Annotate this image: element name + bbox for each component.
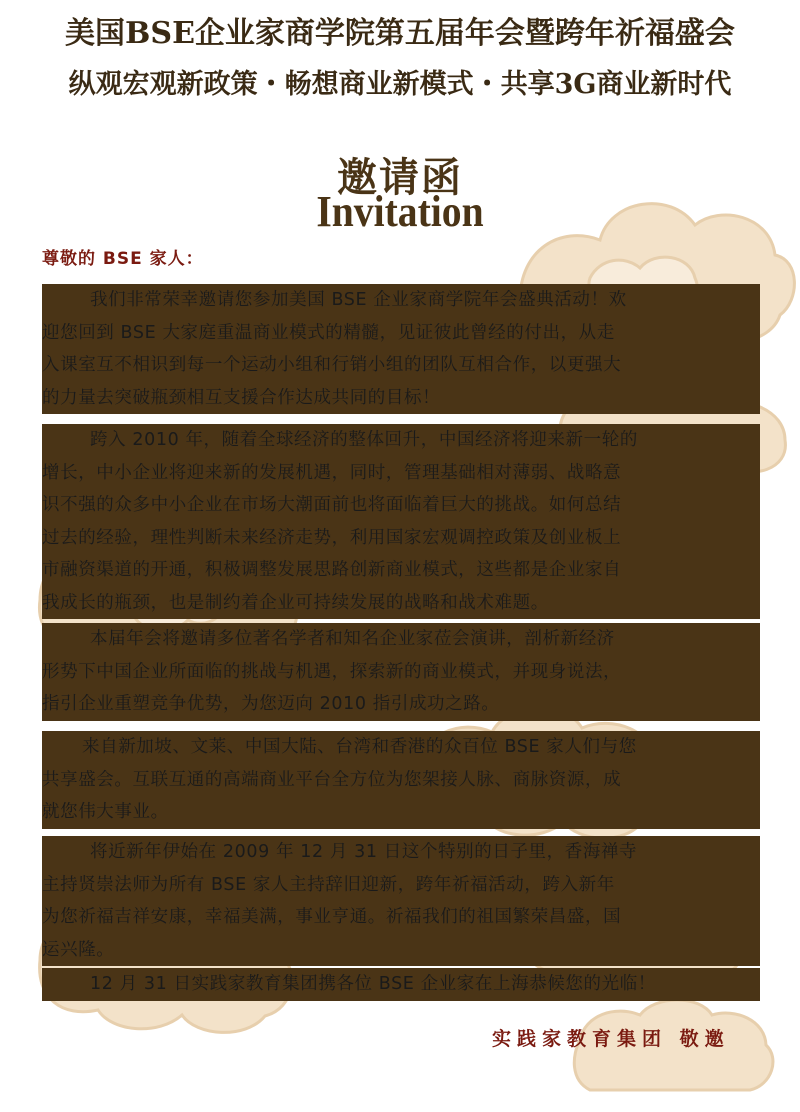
paragraph-line: 来自新加坡、文莱、中国大陆、台湾和香港的众百位 BSE 家人们与您 (42, 731, 760, 764)
paragraph-6 (42, 968, 760, 1001)
invitation-title-en: Invitation (316, 187, 484, 236)
paragraph-line: 过去的经验，理性判断未来经济走势，利用国家宏观调控政策及创业板上 (42, 522, 760, 555)
paragraph-line: 主持贤崇法师为所有 BSE 家人主持辞旧迎新，跨年祈福活动，跨入新年 (42, 869, 760, 902)
paragraph-line: 识不强的众多中小企业在市场大潮面前也将面临着巨大的挑战。如何总结 (42, 489, 760, 522)
paragraph-line: 的力量去突破瓶颈相互支援合作达成共同的目标！ (42, 382, 760, 415)
signature: 实践家教育集团 敬邀 (492, 1028, 730, 1050)
paragraph-5 (42, 836, 760, 966)
paragraph-line: 指引企业重塑竞争优势，为您迈向 2010 指引成功之路。 (42, 688, 760, 721)
paragraph-line: 共享盛会。互联互通的高端商业平台全方位为您架接人脉、商脉资源，成 (42, 764, 760, 797)
paragraph-line: 我成长的瓶颈，也是制约着企业可持续发展的战略和战术难题。 (42, 587, 760, 620)
paragraph-line: 迎您回到 BSE 大家庭重温商业模式的精髓，见证彼此曾经的付出，从走 (42, 317, 760, 350)
paragraph-line: 市融资渠道的开通，积极调整发展思路创新商业模式，这些都是企业家自 (42, 554, 760, 587)
event-title: 美国BSE企业家商学院第五届年会暨跨年祈福盛会 (65, 16, 735, 51)
event-subtitle: 纵观宏观新政策・畅想商业新模式・共享3G商业新时代 (68, 69, 732, 100)
paragraph-line: 本届年会将邀请多位著名学者和知名企业家莅会演讲，剖析新经济 (42, 623, 760, 656)
paragraph-line: 我们非常荣幸邀请您参加美国 BSE 企业家商学院年会盛典活动！欢 (42, 284, 760, 317)
invitation-title-cn: 邀请函 (337, 154, 463, 201)
paragraph-line: 形势下中国企业所面临的挑战与机遇，探索新的商业模式，并现身说法， (42, 656, 760, 689)
paragraph-3 (42, 623, 760, 721)
paragraph-4 (42, 731, 760, 829)
paragraph-2 (42, 424, 760, 619)
paragraph-line: 就您伟大事业。 (42, 796, 760, 829)
paragraph-line: 将近新年伊始在 2009 年 12 月 31 日这个特别的日子里，香海禅寺 (42, 836, 760, 869)
paragraph-1 (42, 284, 760, 414)
paragraph-line: 运兴隆。 (42, 934, 760, 967)
paragraph-line: 入课室互不相识到每一个运动小组和行销小组的团队互相合作，以更强大 (42, 349, 760, 382)
paragraph-line: 增长，中小企业将迎来新的发展机遇，同时，管理基础相对薄弱、战略意 (42, 457, 760, 490)
paragraph-line: 跨入 2010 年，随着全球经济的整体回升，中国经济将迎来新一轮的 (42, 424, 760, 457)
paragraph-line: 为您祈福吉祥安康，幸福美满，事业亨通。祈福我们的祖国繁荣昌盛，国 (42, 901, 760, 934)
greeting: 尊敬的 BSE 家人： (42, 249, 204, 269)
paragraph-line: 12 月 31 日实践家教育集团携各位 BSE 企业家在上海恭候您的光临！ (42, 968, 760, 1001)
